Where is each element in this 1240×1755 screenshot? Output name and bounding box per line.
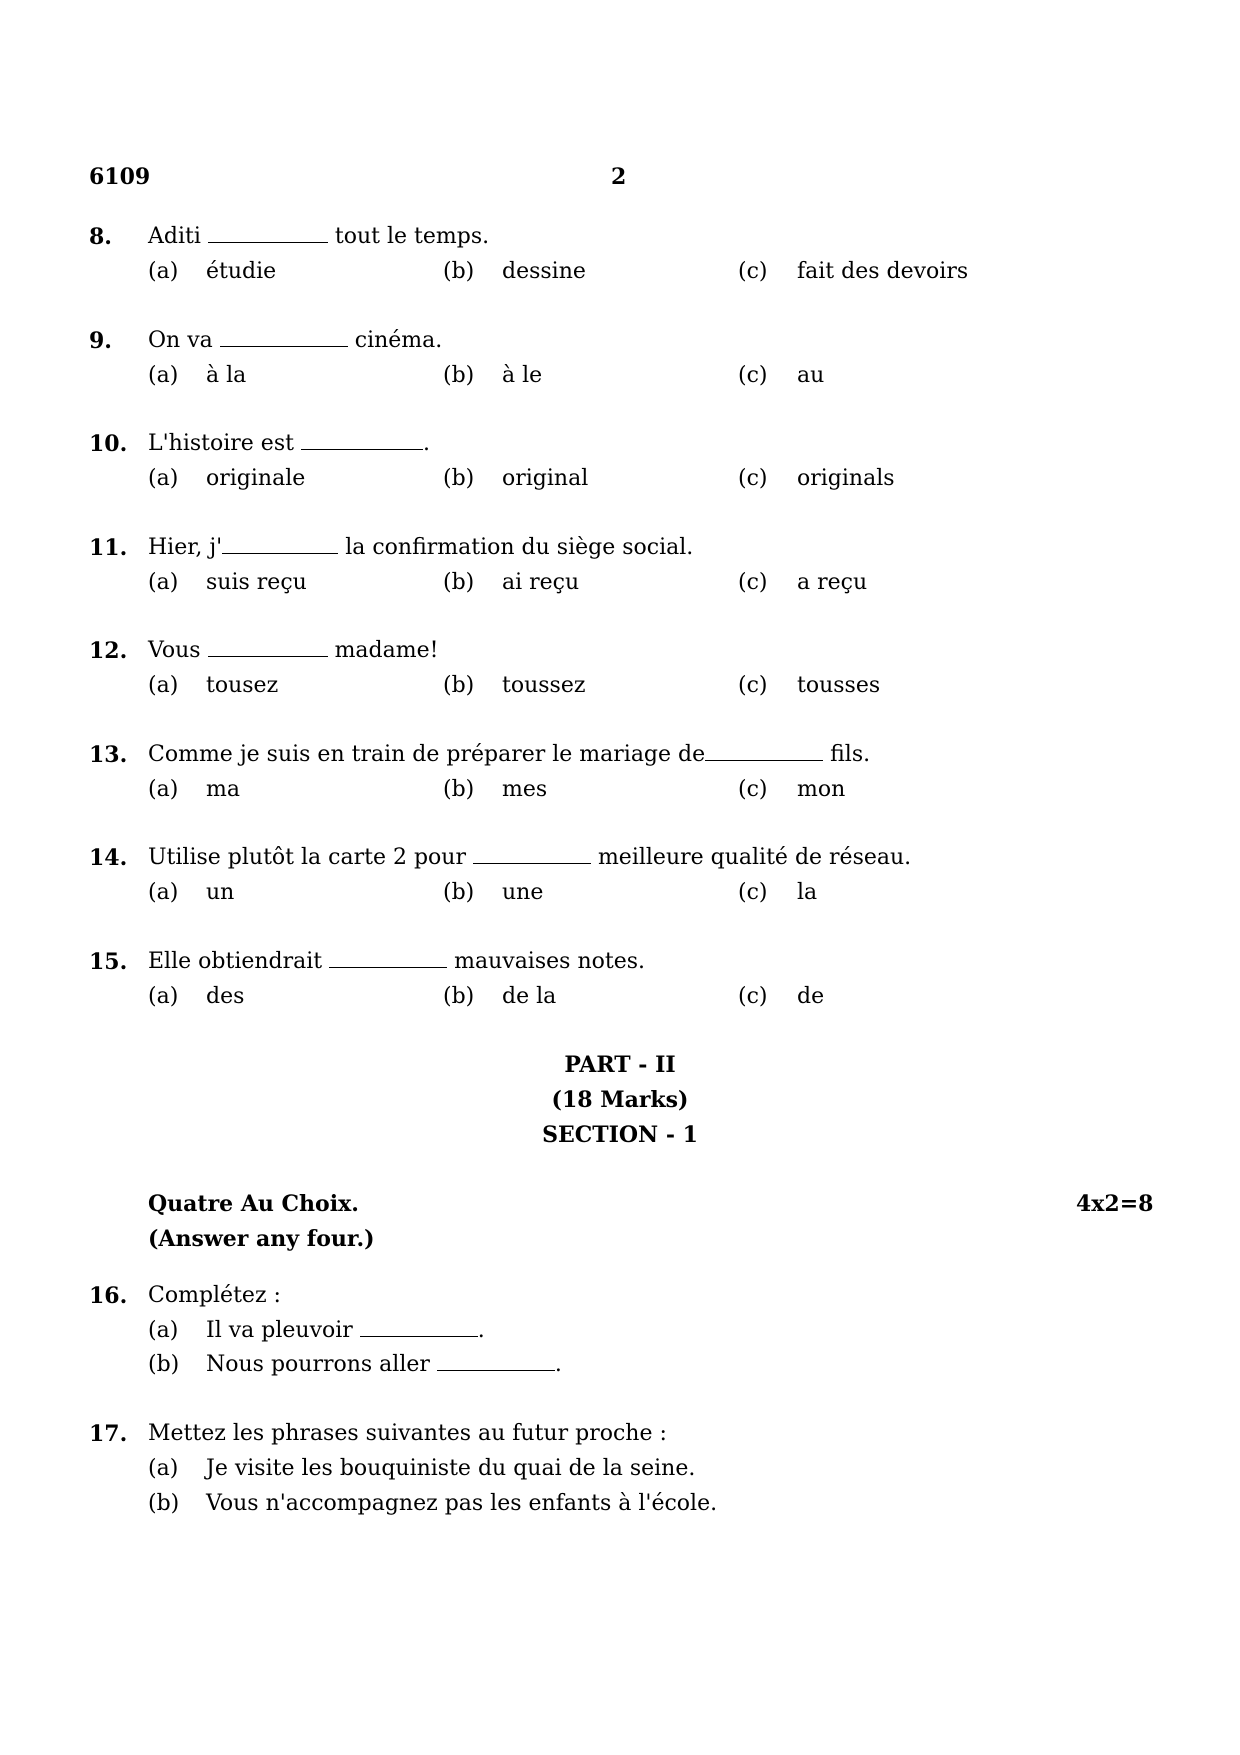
answer-blank [208, 638, 328, 657]
page-number: 2 [611, 164, 627, 190]
part-marks: (18 Marks) [551, 1087, 689, 1113]
sub-item-end: . [477, 1318, 485, 1343]
option-text: au [797, 363, 825, 388]
sub-item-end: . [554, 1352, 562, 1377]
option-text: original [502, 466, 589, 491]
option-label: (c) [738, 259, 768, 284]
question-text-end: tout le temps. [327, 224, 490, 249]
part-title: PART - II [564, 1052, 676, 1078]
answer-blank [301, 431, 423, 450]
option-text: des [206, 984, 245, 1009]
option-text: à la [206, 363, 247, 388]
question-text-start: Aditi [148, 224, 208, 249]
option-label: (b) [443, 880, 475, 905]
question-text-start: Comme je suis en train de préparer le mariage de [148, 742, 706, 767]
question-text [148, 638, 438, 663]
question-text-start: Utilise plutôt la carte 2 pour [148, 845, 473, 870]
question-text [148, 431, 430, 456]
question-text [148, 328, 442, 353]
question-number: 15. [89, 949, 128, 975]
answer-blank [208, 224, 328, 243]
option-label: (c) [738, 466, 768, 491]
option-text: originals [797, 466, 895, 491]
answer-blank [329, 949, 447, 968]
question-text [148, 949, 645, 974]
option-label: (a) [148, 984, 179, 1009]
option-text: fait des devoirs [797, 259, 969, 284]
option-text: une [502, 880, 544, 905]
question-number: 8. [89, 224, 112, 250]
sub-label: (a) [148, 1456, 179, 1481]
option-text: de [797, 984, 825, 1009]
option-label: (c) [738, 984, 768, 1009]
option-text: un [206, 880, 235, 905]
option-text: suis reçu [206, 570, 307, 595]
question-text-start: Hier, j' [148, 535, 223, 560]
option-text: mon [797, 777, 846, 802]
option-label: (a) [148, 466, 179, 491]
answer-blank [222, 535, 338, 554]
answer-blank [360, 1318, 478, 1337]
option-label: (b) [443, 777, 475, 802]
question-text-start: L'histoire est [148, 431, 301, 456]
option-text: étudie [206, 259, 277, 284]
option-text: originale [206, 466, 306, 491]
sub-item-text: Vous n'accompagnez pas les enfants à l'école. [206, 1491, 718, 1516]
option-text: à le [502, 363, 543, 388]
option-label: (b) [443, 570, 475, 595]
question-number: 11. [89, 535, 128, 561]
option-label: (c) [738, 880, 768, 905]
instruction-line2: (Answer any four.) [148, 1226, 375, 1252]
question-text-end: cinéma. [347, 328, 443, 353]
sub-item [206, 1318, 485, 1343]
option-text: tousez [206, 673, 279, 698]
option-label: (a) [148, 880, 179, 905]
option-label: (b) [443, 466, 475, 491]
sub-item-text: Nous pourrons aller [206, 1352, 437, 1377]
option-text: ai reçu [502, 570, 580, 595]
question-text-start: Vous [148, 638, 208, 663]
question-text [148, 845, 911, 870]
option-text: la [797, 880, 818, 905]
question-text-end: . [422, 431, 430, 456]
option-text: dessine [502, 259, 586, 284]
question-text-end: mauvaises notes. [447, 949, 645, 974]
answer-blank [220, 328, 348, 347]
question-number: 10. [89, 431, 128, 457]
option-label: (c) [738, 673, 768, 698]
option-label: (b) [443, 984, 475, 1009]
option-text: de la [502, 984, 557, 1009]
sub-label: (a) [148, 1318, 179, 1343]
option-label: (c) [738, 570, 768, 595]
question-text [148, 535, 693, 560]
question-number: 9. [89, 328, 112, 354]
question-text [148, 224, 489, 249]
option-label: (b) [443, 673, 475, 698]
sub-item [206, 1352, 562, 1377]
option-label: (a) [148, 259, 179, 284]
option-label: (b) [443, 259, 475, 284]
question-number: 12. [89, 638, 128, 664]
answer-blank [705, 742, 823, 761]
question-text [148, 742, 870, 767]
question-text-start: Elle obtiendrait [148, 949, 330, 974]
question-text-end: meilleure qualité de réseau. [590, 845, 912, 870]
option-label: (b) [443, 363, 475, 388]
option-text: toussez [502, 673, 586, 698]
paper-code: 6109 [89, 164, 151, 190]
option-label: (a) [148, 363, 179, 388]
option-label: (c) [738, 777, 768, 802]
question-text-start: On va [148, 328, 220, 353]
question-number: 16. [89, 1283, 128, 1309]
answer-blank [473, 845, 591, 864]
question-text-end: la confirmation du siège social. [338, 535, 694, 560]
question-text: Mettez les phrases suivantes au futur proche : [148, 1421, 667, 1446]
option-label: (a) [148, 570, 179, 595]
question-number: 13. [89, 742, 128, 768]
answer-blank [437, 1352, 555, 1371]
option-label: (c) [738, 363, 768, 388]
option-label: (a) [148, 673, 179, 698]
question-text-end: madame! [327, 638, 439, 663]
question-number: 17. [89, 1421, 128, 1447]
question-number: 14. [89, 845, 128, 871]
option-text: a reçu [797, 570, 868, 595]
sub-label: (b) [148, 1352, 180, 1377]
question-text: Complétez : [148, 1283, 281, 1308]
option-text: tousses [797, 673, 881, 698]
section-title: SECTION - 1 [542, 1122, 698, 1148]
question-text-end: fils. [823, 742, 871, 767]
option-text: mes [502, 777, 548, 802]
option-text: ma [206, 777, 240, 802]
option-label: (a) [148, 777, 179, 802]
instruction-marks: 4x2=8 [1076, 1191, 1154, 1217]
sub-item-text: Je visite les bouquiniste du quai de la seine. [206, 1456, 696, 1481]
sub-label: (b) [148, 1491, 180, 1516]
instruction-line1: Quatre Au Choix. [148, 1191, 359, 1217]
sub-item-text: Il va pleuvoir [206, 1318, 360, 1343]
